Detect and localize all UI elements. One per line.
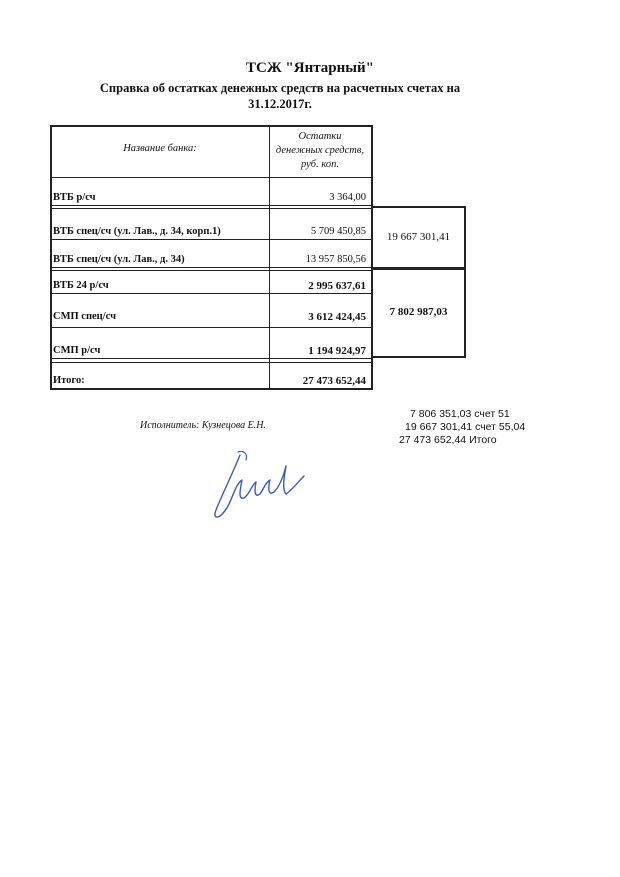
row-rule: [50, 267, 373, 268]
row-rule: [50, 239, 373, 240]
document-subtitle: [60, 80, 500, 112]
side-note-label: счет 51: [474, 408, 510, 420]
bank-balance: 2 995 637,61: [308, 280, 366, 292]
bank-name: ВТБ 24 р/сч: [53, 280, 109, 291]
column-header-balance: [270, 130, 370, 172]
side-note-label: счет 55,04: [475, 421, 526, 433]
bank-name: ВТБ спец/сч (ул. Лав., д. 34, корп.1): [53, 226, 221, 237]
subtitle-line-1: Справка об остатках денежных средств на расчетных счетах на: [99, 81, 461, 95]
signer-label: Исполнитель: Кузнецова Е.Н.: [140, 420, 266, 431]
group2-total: 7 802 987,03: [389, 306, 448, 318]
row-rule: [50, 208, 373, 209]
side-note: [399, 434, 497, 446]
subtitle-line-2: 31.12.2017г.: [248, 97, 312, 111]
bank-name: СМП р/сч: [53, 345, 101, 356]
org-title: ТСЖ "Янтарный": [246, 60, 374, 76]
bank-name: ВТБ спец/сч (ул. Лав., д. 34): [53, 254, 185, 265]
row-rule: [50, 327, 373, 328]
side-note: [410, 408, 510, 420]
row-rule: [50, 358, 373, 359]
bank-balance: 3 364,00: [329, 192, 366, 203]
row-rule: [50, 293, 373, 294]
column-header-bank: Название банка:: [123, 143, 197, 154]
group1-total: 19 667 301,41: [386, 231, 451, 243]
side-note-amount: 7 806 351,03: [410, 408, 472, 420]
balance-header-line: Остатки: [298, 131, 342, 142]
bank-balance: 5 709 450,85: [310, 226, 366, 237]
row-rule: [50, 205, 373, 206]
total-label: Итого:: [53, 375, 85, 386]
balance-header-line: руб. коп.: [301, 159, 339, 170]
signature-icon: [200, 440, 310, 525]
side-note: [405, 421, 525, 433]
header-rule: [50, 177, 373, 178]
side-note-amount: 27 473 652,44: [399, 434, 467, 446]
side-note-label: Итого: [469, 434, 497, 446]
balance-header-line: денежных средств,: [275, 145, 365, 156]
bank-name: ВТБ р/сч: [53, 192, 96, 203]
row-rule: [50, 362, 373, 363]
bank-balance: 13 957 850,56: [305, 254, 366, 265]
bank-balance: 3 612 424,45: [308, 311, 366, 323]
side-note-amount: 19 667 301,41: [405, 421, 473, 433]
total-value: 27 473 652,44: [302, 375, 366, 387]
bank-balance: 1 194 924,97: [308, 345, 366, 357]
bank-name: СМП спец/сч: [53, 311, 116, 322]
row-rule: [50, 270, 373, 271]
